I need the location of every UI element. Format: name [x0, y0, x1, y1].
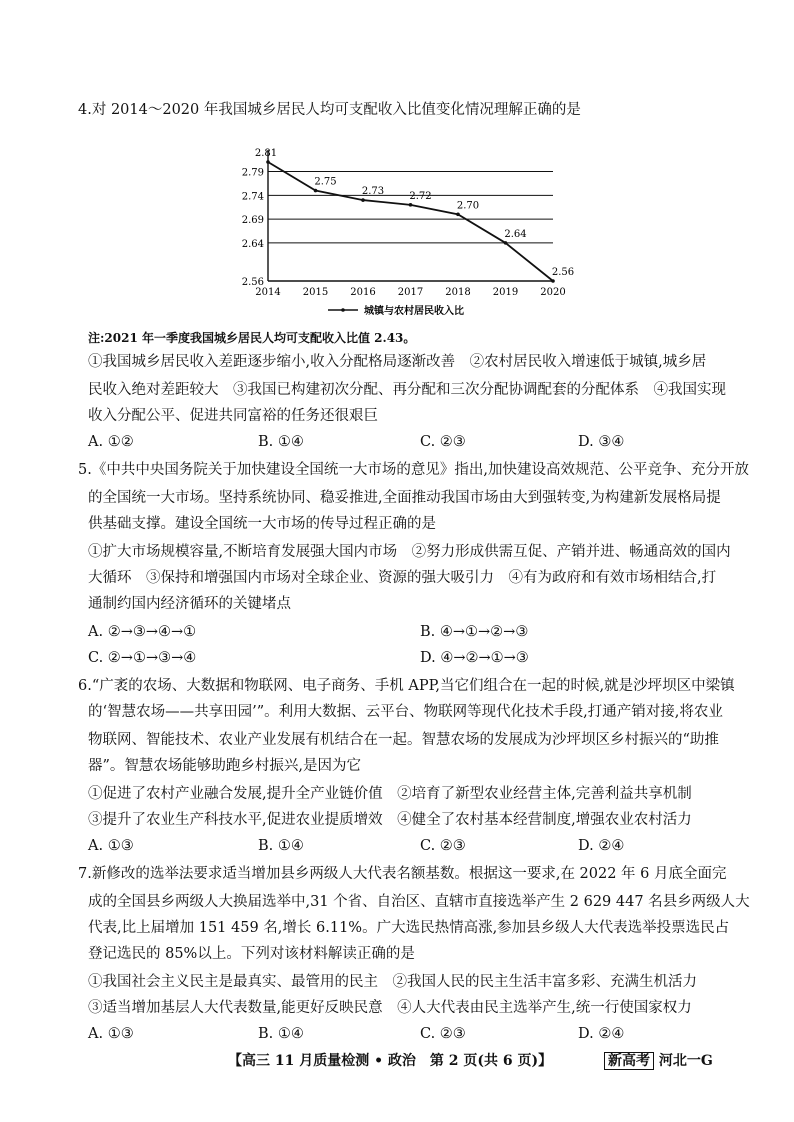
x-tick-label: 2014: [255, 287, 281, 298]
legend-label: 城镇与农村居民收入比: [364, 306, 464, 317]
q7-option-a: A. ①③: [88, 1026, 134, 1042]
q4-option-c: C. ②③: [420, 434, 466, 450]
q4-body-line-2: 民收入绝对差距较大 ③我国已构建初次分配、再分配和三次分配协调配套的分配体系 ④我国实现: [88, 382, 726, 398]
q5-option-c: C. ②→①→③→④: [88, 650, 197, 666]
chart-note: 注:2021 年一季度我国城乡居民人均可支配收入比值 2.43。: [88, 331, 416, 345]
q5-line-3: 供基础支撑。建设全国统一大市场的传导过程正确的是: [88, 516, 436, 532]
q5-line-2: 的全国统一大市场。坚持系统协同、稳妥推进,全面推动我国市场由大到强转变,为构建新发展格局提: [88, 490, 721, 506]
q6-line-4: 器”。智慧农场能够助跑乡村振兴,是因为它: [88, 758, 362, 774]
y-tick-label: 2.64: [241, 238, 264, 250]
legend-marker: [341, 308, 345, 312]
q6-line-1: 6.“广袤的农场、大数据和物联网、电子商务、手机 APP,当它们组合在一起的时候,就是沙坪坝区中梁镇: [78, 678, 735, 694]
series-line: [268, 162, 553, 281]
income-ratio-line-chart: [240, 140, 575, 320]
q5-option-b: B. ④→①→②→③: [420, 624, 529, 640]
q7-option-c: C. ②③: [420, 1026, 466, 1042]
x-tick-label: 2016: [350, 287, 376, 298]
x-tick-label: 2018: [445, 287, 471, 298]
exam-region: 河北一G: [658, 1053, 713, 1069]
data-label: 2.81: [254, 148, 278, 159]
data-point: [456, 213, 460, 217]
q6-option-c: C. ②③: [420, 838, 466, 854]
data-label: 2.72: [409, 190, 432, 202]
data-label: 2.73: [361, 186, 385, 198]
x-tick-label: 2017: [397, 287, 424, 298]
q6-option-a: A. ①③: [88, 838, 134, 854]
q4-option-d: D. ③④: [578, 434, 625, 450]
page-footer: 【高三 11 月质量检测 • 政治 第 2 页(共 6 页)】: [228, 1053, 553, 1069]
y-tick-label: 2.79: [241, 167, 264, 179]
y-tick-label: 2.74: [241, 191, 264, 203]
q6-line-2: 的‘智慧农场——共享田园’”。利用大数据、云平台、物联网等现代化技术手段,打通产销对接,将农业: [88, 704, 723, 720]
q4-option-b: B. ①④: [258, 434, 304, 450]
q6-option-b: B. ①④: [258, 838, 304, 854]
data-label: 2.64: [504, 228, 527, 240]
q7-line-6: ③适当增加基层人大代表数量,能更好反映民意 ④人大代表由民主选举产生,统一行使国家权力: [88, 1000, 692, 1016]
data-point: [314, 189, 318, 193]
q6-line-5: ①促进了农村产业融合发展,提升全产业链价值 ②培育了新型农业经营主体,完善利益共享机制: [88, 786, 692, 802]
q7-line-1: 7.新修改的选举法要求适当增加县乡两级人大代表名额基数。根据这一要求,在 2022 年 6 月底全面完: [78, 866, 727, 882]
y-tick-label: 2.56: [241, 277, 264, 288]
q5-line-5: 大循环 ③保持和增强国内市场对全球企业、资源的强大吸引力 ④有为政府和有效市场相结合,打: [88, 570, 717, 586]
q7-option-b: B. ①④: [258, 1026, 304, 1042]
q7-line-3: 代表,比上届增加 151 459 名,增长 6.11%。广大选民热情高涨,参加县乡级人大代表选举投票选民占: [88, 920, 730, 936]
data-label: 2.70: [456, 200, 480, 212]
y-tick-label: 2.69: [241, 215, 264, 227]
x-tick-label: 2015: [302, 287, 329, 298]
data-point: [409, 203, 413, 207]
q7-line-4: 登记选民的 85%以上。下列对该材料解读正确的是: [88, 946, 415, 962]
q6-line-3: 物联网、智能技术、农业产业发展有机结合在一起。智慧农场的发展成为沙坪坝区乡村振兴的“助推: [88, 732, 719, 748]
q7-line-5: ①我国社会主义民主是最真实、最管用的民主 ②我国人民的民主生活丰富多彩、充满生机活力: [88, 974, 697, 990]
exam-type-tag: 新高考: [604, 1052, 654, 1070]
q5-line-4: ①扩大市场规模容量,不断培育发展强大国内市场 ②努力形成供需互促、产销并进、畅通高效的国内: [88, 544, 731, 560]
q4-stem: 4.对 2014～2020 年我国城乡居民人均可支配收入比值变化情况理解正确的是: [78, 102, 581, 118]
footer-tags: [604, 1050, 713, 1070]
q7-option-d: D. ②④: [578, 1026, 625, 1042]
q4-body-line-1: ①我国城乡居民收入差距逐步缩小,收入分配格局逐渐改善 ②农村居民收入增速低于城镇,城乡居: [88, 354, 707, 370]
q5-line-6: 通制约国内经济循环的关键堵点: [88, 596, 291, 612]
q5-option-a: A. ②→③→④→①: [88, 624, 197, 640]
q5-line-1: 5.《中共中央国务院关于加快建设全国统一大市场的意见》指出,加快建设高效规范、公平竞争、充分开放: [78, 462, 749, 478]
data-point: [361, 198, 365, 202]
x-tick-label: 2020: [540, 287, 566, 298]
q5-option-d: D. ④→②→①→③: [420, 650, 529, 666]
data-point: [266, 160, 270, 164]
q6-line-6: ③提升了农业生产科技水平,促进农业提质增效 ④健全了农村基本经营制度,增强农业农村活力: [88, 812, 692, 828]
q7-line-2: 成的全国县乡两级人大换届选举中,31 个省、自治区、直辖市直接选举产生 2 629 447 名县乡两级人大: [88, 894, 750, 910]
q4-body-line-3: 收入分配公平、促进共同富裕的任务还很艰巨: [88, 408, 378, 424]
q4-option-a: A. ①②: [88, 434, 134, 450]
data-label: 2.56: [551, 267, 575, 278]
data-point: [504, 241, 508, 245]
q6-option-d: D. ②④: [578, 838, 625, 854]
data-point: [551, 279, 555, 283]
x-tick-label: 2019: [492, 287, 519, 298]
data-label: 2.75: [314, 176, 337, 188]
